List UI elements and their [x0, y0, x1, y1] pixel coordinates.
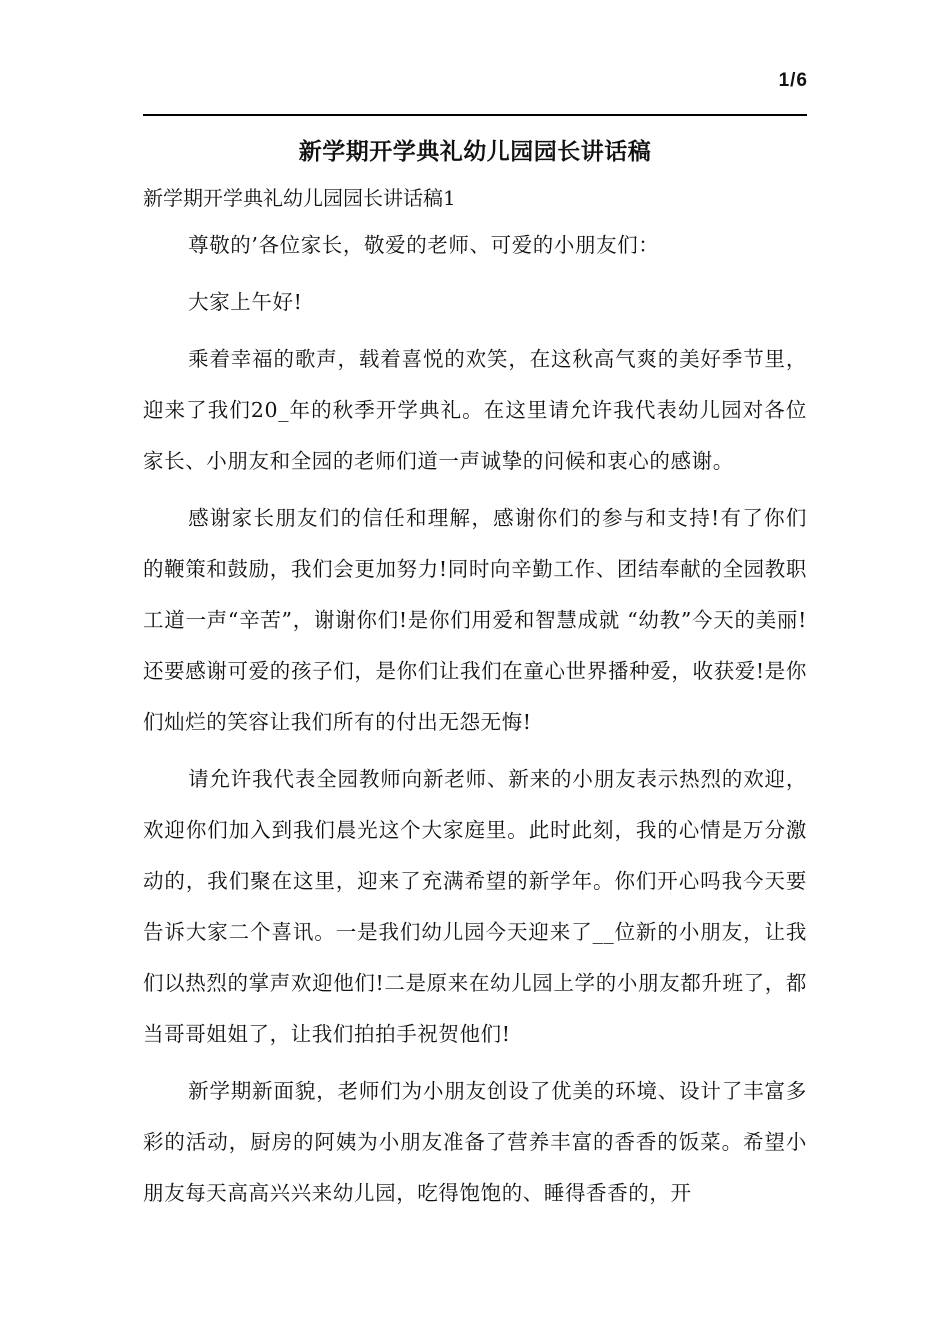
paragraph-thanks: 感谢家长朋友们的信任和理解，感谢你们的参与和支持!有了你们的鞭策和鼓励，我们会更加努力!同时向辛勤工作、团结奉献的全园教职工道一声“辛苦”，谢谢你们!是你们用爱和智慧成就 “幼教”今天的美丽!还要感谢可爱的孩子们，是你们让我们在童心世界播种爱，收获爱!是你们灿烂的笑容让我们所有的付出无怨无悔!: [143, 506, 807, 734]
document-title: 新学期开学典礼幼儿园园长讲话稿: [298, 138, 652, 165]
paragraph-opening: 乘着幸福的歌声，载着喜悦的欢笑，在这秋高气爽的美好季节里，迎来了我们20_年的秋季开学典礼。在这里请允许我代表幼儿园对各位家长、小朋友和全园的老师们道一声诚挚的问候和衷心的感谢。: [143, 347, 807, 473]
document-body: [143, 132, 807, 1225]
paragraph-salutation: 大家上午好!: [188, 290, 303, 314]
paragraph-new-term: 新学期新面貌，老师们为小朋友创设了优美的环境、设计了丰富多彩的活动，厨房的阿姨为小朋友准备了营养丰富的香香的饭菜。希望小朋友每天高高兴兴来幼儿园，吃得饱饱的、睡得香香的，开: [143, 1079, 807, 1205]
document-subtitle: 新学期开学典礼幼儿园园长讲话稿1: [143, 186, 456, 210]
paragraph-welcome: 请允许我代表全园教师向新老师、新来的小朋友表示热烈的欢迎，欢迎你们加入到我们晨光这个大家庭里。此时此刻，我的心情是万分激动的，我们聚在这里，迎来了充满希望的新学年。你们开心吗我今天要告诉大家二个喜讯。一是我们幼儿园今天迎来了__位新的小朋友，让我们以热烈的掌声欢迎他们!二是原来在幼儿园上学的小朋友都升班了，都当哥哥姐姐了，让我们拍拍手祝贺他们!: [143, 767, 807, 1046]
paragraph-greeting: 尊敬的’各位家长，敬爱的老师、可爱的小朋友们：: [188, 233, 660, 257]
header-divider: [143, 114, 807, 116]
page-number: 1/6: [778, 70, 808, 91]
